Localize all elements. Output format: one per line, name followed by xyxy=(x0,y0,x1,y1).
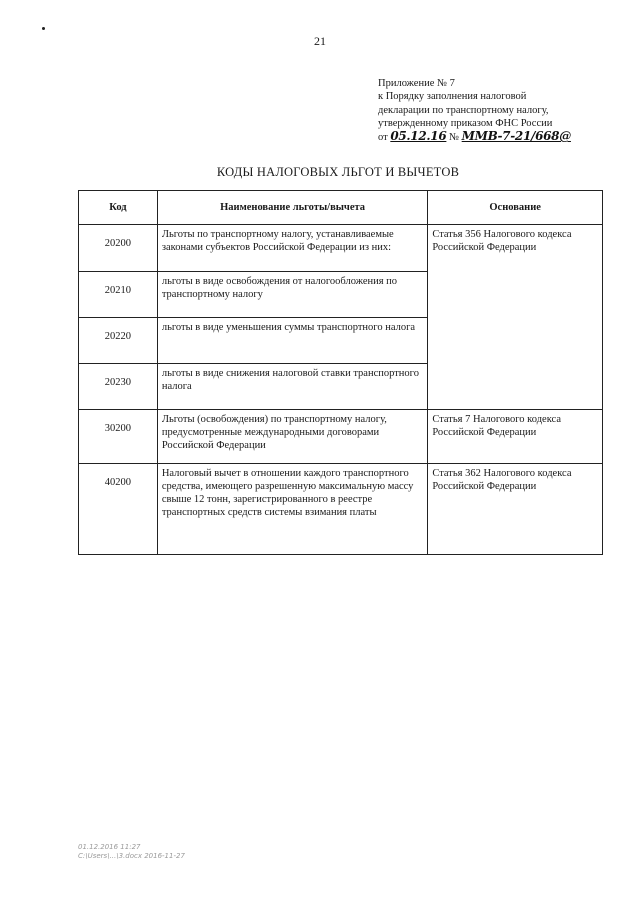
header-code: Код xyxy=(79,191,158,225)
code-cell: 20210 xyxy=(79,272,158,318)
stamp-line-1: 01.12.2016 11:27 xyxy=(78,843,141,851)
code-cell: 20220 xyxy=(79,318,158,364)
document-title: КОДЫ НАЛОГОВЫХ ЛЬГОТ И ВЫЧЕТОВ xyxy=(216,165,460,179)
basis-cell: Статья 7 Налогового кодекса Российской Федерации xyxy=(428,410,603,464)
name-cell: льготы в виде уменьшения суммы транспортного налога xyxy=(157,318,427,364)
code-cell: 20200 xyxy=(79,225,158,272)
handwritten-order-number: ММВ-7-21/668@ xyxy=(461,129,571,144)
table-row xyxy=(79,410,603,464)
scan-dot xyxy=(42,27,45,30)
code-cell: 20230 xyxy=(79,364,158,410)
appendix-order-line xyxy=(378,130,571,144)
appendix-line-2: к Порядку заполнения налоговой xyxy=(378,91,527,103)
handwritten-date: 05.12.16 xyxy=(390,129,447,144)
table-row xyxy=(79,464,603,555)
stamp-line-2: C:\Users\...\3.docx 2016-11-27 xyxy=(78,852,185,860)
page-number: 21 xyxy=(314,34,326,48)
table-header-row xyxy=(79,191,603,225)
name-cell: Льготы по транспортному налогу, устанавливаемые законами субъектов Российской Федерации из них: xyxy=(157,225,427,272)
name-cell: Льготы (освобождения) по транспортному налогу, предусмотренные международными договорами Российской Федерации xyxy=(157,410,427,464)
header-name: Наименование льготы/вычета xyxy=(157,191,427,225)
name-cell: Налоговый вычет в отношении каждого транспортного средства, имеющего разрешенную максимальную массу свыше 12 тонн, зарегистрированного в реестре транспортных средств системы взимания платы xyxy=(157,464,427,555)
basis-cell: Статья 356 Налогового кодекса Российской Федерации xyxy=(428,225,603,410)
code-cell: 30200 xyxy=(79,410,158,464)
appendix-line-4: утвержденному приказом ФНС России xyxy=(378,117,553,129)
code-cell: 40200 xyxy=(79,464,158,555)
number-prefix: № xyxy=(449,132,460,144)
name-cell: льготы в виде снижения налоговой ставки транспортного налога xyxy=(157,364,427,410)
appendix-header xyxy=(378,77,571,144)
name-cell: льготы в виде освобождения от налогообложения по транспортному налогу xyxy=(157,272,427,318)
basis-cell: Статья 362 Налогового кодекса Российской Федерации xyxy=(428,464,603,555)
appendix-line-1: Приложение № 7 xyxy=(378,78,455,89)
tax-benefit-codes-table xyxy=(78,190,603,555)
from-prefix: от xyxy=(378,132,388,144)
table-row xyxy=(79,225,603,272)
appendix-line-3: декларации по транспортному налогу, xyxy=(378,104,549,116)
print-stamp xyxy=(78,843,185,861)
header-basis: Основание xyxy=(428,191,603,225)
